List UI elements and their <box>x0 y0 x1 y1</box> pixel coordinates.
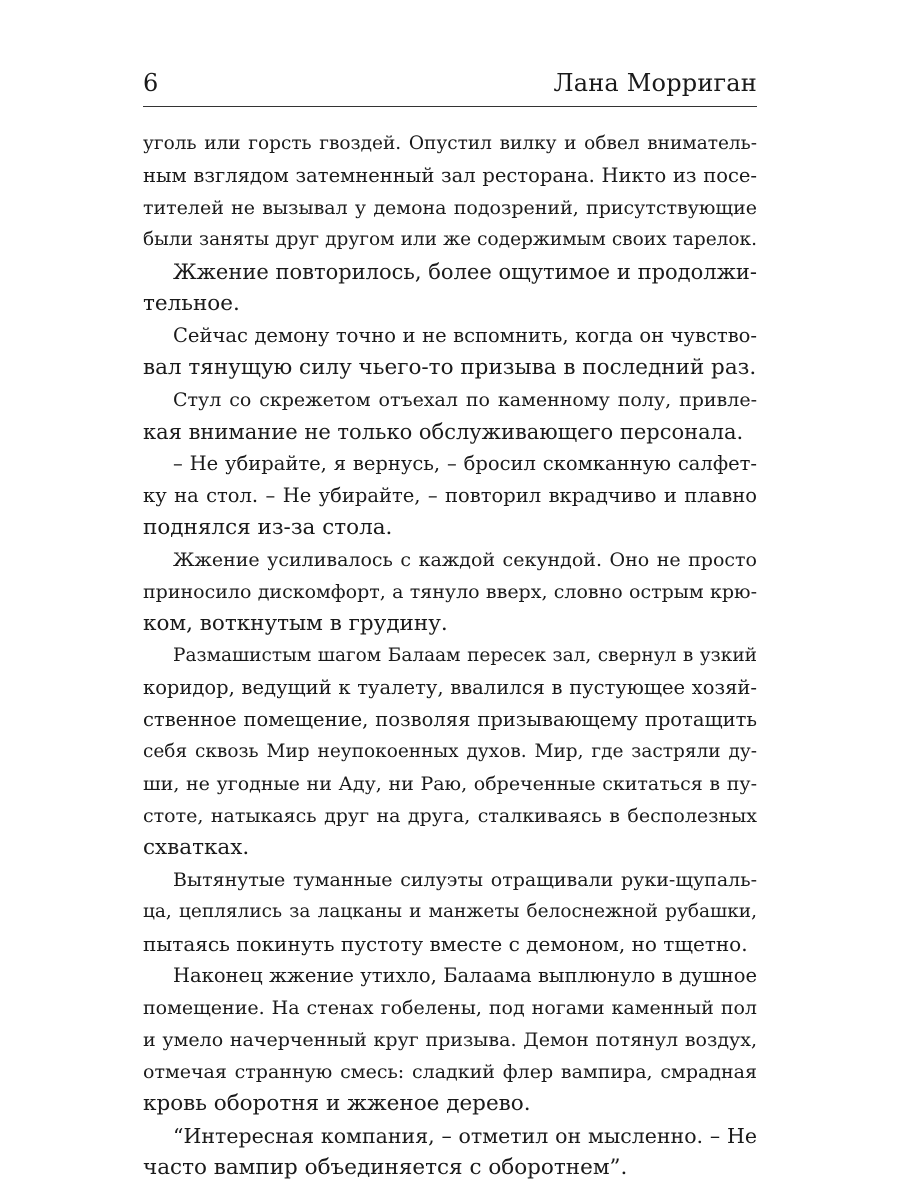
text-line: Сейчас демону точно и не вспомнить, когда он чувство- <box>173 324 757 347</box>
text-line: уголь или горсть гвоздей. Опустил вилку и обвел вниматель- <box>143 133 757 154</box>
page-header <box>143 68 757 102</box>
text-line: себя сквозь Мир неупокоенных духов. Мир, где застряли ду- <box>143 741 757 762</box>
page-number: 6 <box>143 69 159 97</box>
text-line: ком, воткнутым в грудину. <box>143 611 448 636</box>
text-line: ши, не угодные ни Аду, ни Раю, обреченные скитаться в пу- <box>143 773 757 795</box>
text-line: помещение. На стенах гобелены, под ногами каменный пол <box>143 997 757 1019</box>
text-line: кровь оборотня и жженое дерево. <box>143 1091 531 1116</box>
text-line: схватках. <box>143 835 250 860</box>
text-line: были заняты друг другом или же содержимым своих тарелок. <box>143 229 757 250</box>
text-line: Жжение усиливалось с каждой секундой. Оно не просто <box>173 549 757 571</box>
text-line: вал тянущую силу чьего-то призыва в последний раз. <box>143 355 757 380</box>
text-line: “Интересная компания, – отметил он мысленно. – Не <box>173 1124 757 1148</box>
text-line: Наконец жжение утихло, Балаама выплюнуло в душное <box>173 964 757 987</box>
text-line: ственное помещение, позволяя призывающему протащить <box>143 708 757 731</box>
text-line: часто вампир объединяется с оборотнем”. <box>143 1155 628 1180</box>
text-line: приносило дискомфорт, а тянуло вверх, словно острым крю- <box>143 581 757 603</box>
body-text <box>143 128 757 1184</box>
text-line: поднялся из-за стола. <box>143 515 393 540</box>
text-line: Вытянутые туманные силуэты отращивали руки-щупаль- <box>173 869 757 891</box>
header-rule <box>143 106 757 107</box>
text-line: отмечая странную смесь: сладкий флер вампира, смрадная <box>143 1061 757 1083</box>
text-line: тителей не вызывал у демона подозрений, присутствующие <box>143 197 757 219</box>
text-line: кая внимание не только обслуживающего персонала. <box>143 420 744 444</box>
text-line: стоте, натыкаясь друг на друга, сталкиваясь в бесполезных <box>143 805 757 827</box>
text-line: ца, цеплялись за лацканы и манжеты белоснежной рубашки, <box>143 901 757 922</box>
text-line: Жжение повторилось, более ощутимое и продолжи- <box>173 260 757 284</box>
text-line: – Не убирайте, я вернусь, – бросил скомканную салфет- <box>173 452 757 475</box>
text-line: коридор, ведущий к туалету, ввалился в пустующее хозяй- <box>143 676 757 699</box>
text-line: ным взглядом затемненный зал ресторана. Никто из посе- <box>143 164 757 187</box>
text-line: Стул со скрежетом отъехал по каменному полу, привле- <box>173 389 757 411</box>
text-line: пытаясь покинуть пустоту вместе с демоном, но тщетно. <box>143 932 748 956</box>
text-line: тельное. <box>143 291 240 316</box>
text-line: Размашистым шагом Балаам пересек зал, свернул в узкий <box>173 645 757 666</box>
running-head-author: Лана Морриган <box>553 69 757 97</box>
text-line: и умело начерченный круг призыва. Демон потянул воздух, <box>143 1029 757 1051</box>
text-line: ку на стол. – Не убирайте, – повторил вкрадчиво и плавно <box>143 484 757 507</box>
